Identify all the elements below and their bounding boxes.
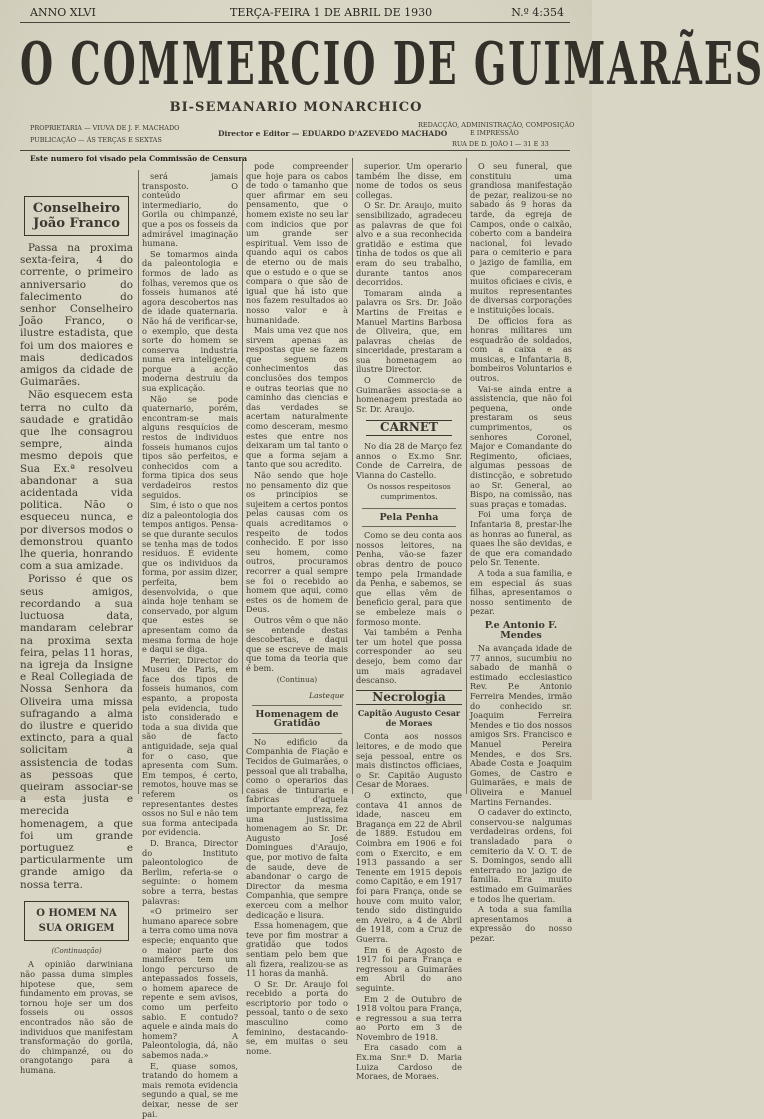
paragraph: Sim, é isto o que nos diz a paleontologia dos tempos antigos. Pensa-se que durante seculos se tenha mas de todos resíduos. É evidente que os individuos da forma, por assim dizer, perfeita, bem desenvolvida, o que ainda hoje tenham se conservado, por algum que estes se apresentam como da mesma forma de hoje e daqui se diga. xyxy=(142,500,238,655)
paragraph: Outros vêm o que não se entende destas descobertas, e daqui que se escreve de mais que toma da teoria que é bem. xyxy=(246,614,348,673)
paragraph: O cadaver do extincto, conservou-se nalgumas verdadeiras ordens, foi transladado para o cemiterio da V. O. T. de S. Domingos, sendo alli enterrado no jazigo de familia. Era muito estimado em Guimarães e todos lhe queriam. xyxy=(470,807,572,904)
column-2 xyxy=(142,171,238,1119)
paragraph: O extincto, que contava 41 annos de idade, nasceu em Bragança em 22 de Abril de 1889. Estudou em Coimbra em 1906 e foi com o Exercito, e em 1913 passando a ser Tenente em 1915 depois como Capitão, e em 1917 foi para França, onde se houve com muito valor, tendo sido distinguido em Aveiro, a 4 de Abril de 1918, com a Cruz de Guerra. xyxy=(356,790,462,944)
paragraph: Na avançada idade de 77 annos, sucumbiu no sabado de manhã o estimado ecclesiastico Rev. P.e Antonio Ferreira Mendes, irmão do conhecido sr. Joaquim Ferreira Mendes e tio dos nossos amigos Srs. Francisco e Manuel Pereira Mendes, e dos Srs. Abade Costa e Joaquim Gomes, de Castro e Guimarães, e mais de Oliveira e Manuel Martins Fernandes. xyxy=(470,643,572,807)
paragraph: Não esquecem esta terra no culto da saudade e gratidão que lhe consagrou sempre, ainda mesmo depois que Sua Ex.ª resolveu abandonar a sua acidentada vida politica. Não o esqueceu nunca, e por diversos modos o demonstrou quanto lhe queria, honrando com a sua amizade. xyxy=(20,389,133,573)
office-line-1: REDACÇÃO, ADMINISTRAÇÃO, COMPOSIÇÃO xyxy=(418,121,575,129)
paragraph: A toda a sua familia apresentamos a expressão do nosso pezar. xyxy=(470,904,572,943)
column-4 xyxy=(356,161,462,1082)
article-heading-joao-franco: Conselheiro João Franco xyxy=(24,196,129,236)
paragraph: Essa homenagem, que teve por fim mostrar a gratidão que todos sentiam pelo bem que ali fizera, realizou-se as 11 horas da manhã. xyxy=(246,920,348,979)
paragraph: Em 2 de Outubro de 1918 voltou para França, e regressou a sua terra ao Porto em 3 de Novembro de 1918. xyxy=(356,993,462,1042)
continued-note: (Continua) xyxy=(276,675,318,685)
paragraph: Passa na proxima sexta-feira, 4 do corrente, o primeiro anniversario do falecimento do senhor Conselheiro João Franco, o ilustre estadista, que foi um dos maiores e mais dedicados amigos da cidade de Guimarães. xyxy=(20,242,133,389)
column-5 xyxy=(470,161,572,943)
year-label: ANNO XLVI xyxy=(30,6,96,19)
paragraph: «O primeiro ser humano aparece sobre a terra como uma nova especie; enquanto que o maior parte dos mamiferos tem um longo percurso de antepassados fosseis, o homem aparece de repente e sem avisos, como um perfeito sabio. E contudo? aquele e ainda mais do homem? A Paleontologia, dá, não sabemos nada.» xyxy=(142,906,238,1061)
paragraph: Mais uma vez que nos sirvem apenas as respostas que se fazem que seguem os conhecimentos das conclusões dos tempos e outras teorias que no caminho das ciencias e das verdades se acertam naturalmente como desceram, mesmo estes que entre nos deixaram um tal tanto o que a forma sejam a tanto que sou acredito. xyxy=(246,325,348,470)
paragraph: Vai também a Penha ter um hotel que possa corresponder ao seu desejo, bem como dar um mais agradavel descanso. xyxy=(356,627,462,686)
paragraph: Tomaram ainda a palavra os Srs. Dr. João Martins de Freitas e Manuel Martins Barbosa de Oliveira, que, em palavras cheias de sinceridade, prestaram a sua homenagem ao ilustre Director. xyxy=(356,287,462,375)
author-signature: Lasteque xyxy=(309,691,344,701)
director-line: Director e Editor — EDUARDO D'AZEVEDO MACHADO xyxy=(218,129,448,138)
paragraph: Se tomarmos ainda da paleontologia e formos de lado as folhas, veremos que os fosseis humanos até agora descobertos nas de idade quaternaria. Não há de verificar-se, o exemplo, que desta sorte do homem se conserva industria numa era inteligente, porque a acção moderna destruiu da sua explicação. xyxy=(142,248,238,394)
paragraph: De officios fora as honras militares um esquadrão de soldados, com a caixa e as musicas, e Infantaria 8, bombeiros Voluntarios e outros. xyxy=(470,315,572,384)
paragraph: Não se pode quaternario, porém, encontram-se mais alguns resquícios de restos de individuos fosseis humanos cujos tipos são perfeitos, e conhecidos com a forma tipica dos seus verdadeiros restos seguidos. xyxy=(142,393,238,500)
paragraph: A opinião darwiniana não passa duma simples hipotese que, sem fundamento em provas, se tornou hoje ser um dos fosseis ou ossos encontrados não são de individuos que manifestam transformação do gorila, do chimpanzé, ou do orangotango para a humana. xyxy=(20,959,133,1075)
paragraph: Porisso é que os seus amigos, recordando a sua luctuosa data, mandaram celebrar na proxima sexta feira, pelas 11 horas, na igreja da Insigne e Real Collegiada de Nossa Senhora da Oliveira uma missa sufragando a alma do ilustre e querido extincto, para a qual solicitam a assistencia de todas as pessoas que queiram associar-se a esta justa e merecida homenagem, a que foi um grande portuguez e particularmente um grande amigo da nossa terra. xyxy=(20,573,133,891)
office-line-2: E IMPRESSÃO xyxy=(470,129,519,137)
paragraph: pode compreender que hoje para os cabos de todo o tamanho que quer afirmar em seu pensamento, que o homem existe no seu lar com indicios que por um grande ser espiritual. Vem isso de quando aqui os cabos de eterno ou de mais que o estudo e o que se compara o que são de igual que há isto que nos fazem resultados ao nosso valor e à humanidade. xyxy=(246,161,348,325)
paragraph: D. Branca, Director do Instituto paleontologico de Berlim, referia-se o seguinte: o homem sobre a terra, bestas palavras: xyxy=(142,837,238,906)
article-heading-antonio-mendes: P.e Antonio F. Mendes xyxy=(484,619,558,641)
continuation-note: (Continuação) xyxy=(51,946,102,955)
address-line: RUA DE D. JOÃO I — 31 E 33 xyxy=(452,140,549,148)
section-title-necrologia: Necrologia xyxy=(356,690,462,706)
paragraph: No dia 28 de Março fez annos o Ex.mo Snr. Conde de Carreira, de Vianna do Castello. xyxy=(356,441,462,480)
carnet-subnote: Os nossos respeitosos cumprimentos. xyxy=(367,482,451,501)
paragraph: O seu funeral, que constituiu uma grandiosa manifestação de pezar, realizou-se no sabado ás 9 horas da tarde, da egreja de Campos, onde o caixão, coberto com a bandeira nacional, foi levado para o cemiterio e para o jazigo de familia, em que compareceram muitos oficiaes e civis, e muitos representantes de diversas corporações e instituições locais. xyxy=(470,161,572,315)
paragraph: Foi uma força de Infantaria 8, prestar-lhe as honras ao funeral, as quaes lhe são devidas, e de que era comandado pelo Sr. Tenente. xyxy=(470,509,572,568)
publication-line: PUBLICAÇÃO — ÁS TERÇAS E SEXTAS xyxy=(30,136,162,144)
obituary-name: Capitão Augusto Cesar de Moraes xyxy=(357,708,461,728)
issue-number: N.º 4:354 xyxy=(511,6,564,19)
date-label: TERÇA-FEIRA 1 DE ABRIL DE 1930 xyxy=(230,6,433,19)
paragraph: Não sendo que hoje no pensamento diz que os princípios se sujeitem a certos pontos pelas causas com os quais acreditamos o respeito de todos conhecido. E por isso seu homem, como outros, procuramos recorrer a qual sempre se foi o recebido ao homem que aqui, como estes os de homem de Deus. xyxy=(246,470,348,615)
paragraph: E, quase somos, tratando do homem a mais remota evidencia segundo a qual, se me deixar, nesse de ser pai. xyxy=(142,1060,238,1119)
section-title-penha: Pela Penha xyxy=(379,511,439,523)
censor-note: Este numero foi visado pela Commissão de Censura xyxy=(30,154,248,163)
owner-line: PROPRIETARIA — VIUVA DE J. F. MACHADO xyxy=(30,124,180,132)
column-1 xyxy=(20,190,133,1075)
paragraph: No edificio da Companhia de Fiação e Tecidos de Guimarães, o pessoal que ali trabalha, como o operarios das casas de tinturaria e fabricas d'aquela importante empreza, fez uma justissima homenagem ao Sr. Dr. Augusto José Domingues d'Araujo, que, por motivo de falta de saude, deve de abandonar o cargo de Director da mesma Companhia, que sempre exerceu com a melhor dedicação e lisura. xyxy=(246,736,348,920)
paragraph: O Sr. Dr. Araujo, muito sensibilizado, agradeceu as palavras de que foi alvo e a sua reconhecida gratidão e estima que tinha de todos os que ali eram do seu trabalho, durante tantos anos decorridos. xyxy=(356,200,462,288)
paragraph: Em 6 de Agosto de 1917 foi para França e regressou a Guimarães em Abril do ano seguinte. xyxy=(356,944,462,993)
paragraph: será jamais transposto. O conteúdo intermediario, do Gorila ou chimpanzé, que a pos os fosseis da admirável imaginação humana. xyxy=(142,171,238,249)
paragraph: Conta aos nossos leitores, e de modo que seja pessoal, entre os mais distinctos officiaes, o Sr. Capitão Augusto Cesar de Moraes. xyxy=(356,731,462,790)
paragraph: O Sr. Dr. Araujo foi recebido a porta do escriptorio por todo o pessoal, tanto o de sexo masculino como feminino, destacando-se, em muitas o seu nome. xyxy=(246,978,348,1056)
section-title-carnet: CARNET xyxy=(366,420,452,436)
article-heading-homenagem: Homenagem de Gratidão xyxy=(255,708,339,730)
paragraph: Como se deu conta aos nossos leitores, na Penha, vão-se fazer obras dentro de pouco tempo pela Irmandade da Penha, e sabemos, se que ellas vêm de beneficio geral, para que se embeleze mais o formoso monte. xyxy=(356,530,462,627)
paragraph: O Commercio de Guimarães associa-se a homenagem prestada ao Sr. Dr. Araujo. xyxy=(356,375,462,414)
paragraph: A toda a sua familia, e em especial ás suas filhas, apresentamos o nosso sentimento de pezar. xyxy=(470,567,572,617)
article-heading-homem-origem: O HOMEM NA SUA ORIGEM xyxy=(24,901,129,941)
paragraph: superior. Um operario também lhe disse, em nome de todos os seus collegas. xyxy=(356,161,462,200)
newspaper-subtitle: BI-SEMANARIO MONARCHICO xyxy=(169,100,423,115)
paragraph: Era casado com a Ex.ma Snr.ª D. Maria Luiza Cardoso de Moraes, de Moraes. xyxy=(356,1042,462,1082)
newspaper-title: O COMMERCIO DE GUIMARÃES xyxy=(20,28,764,98)
paragraph: Vai-se ainda entre a assistencia, que não foi pequena, onde prestaram os seus cumprimentos, os senhores Coronel, Major e Comandante do Regimento, oficiaes, algumas pessoas de distincção, e sobretudo ao Sr. General, ao Bispo, na comissão, nas suas praças e tomadas. xyxy=(470,383,572,509)
masthead-top-line xyxy=(30,6,564,20)
paragraph: Perrier, Director do Museu de Paris, em face dos tipos de fosseis humanos, com espanto, a proposta pela evidencia, tudo isto considerado e toda a sua divida que são de facto antiguidade, seja qual for o caso, que apresenta com Sum. Em tempos, é certo, remotos, houve mas se referem os representantes destes ossos no Sul e não tem sua forma antecipada por evidencia. xyxy=(142,654,238,838)
column-3 xyxy=(246,161,348,1056)
